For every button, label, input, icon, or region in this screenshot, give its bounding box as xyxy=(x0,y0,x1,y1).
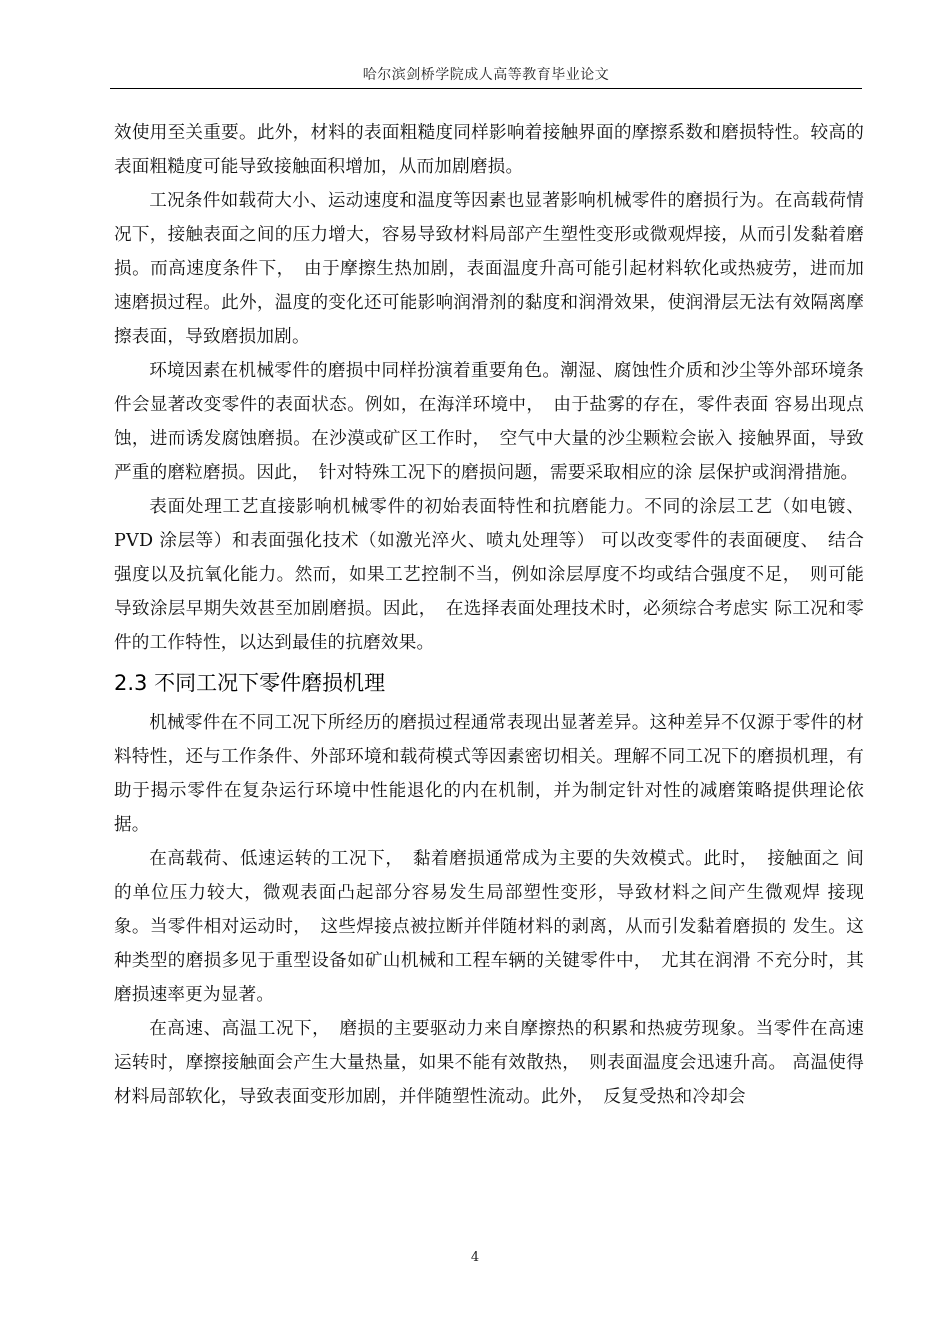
paragraph-adhesive-wear: 在高载荷、低速运转的工况下， 黏着磨损通常成为主要的失效模式。此时， 接触面之 间的单位压力较大，微观表面凸起部分容易发生局部塑性变形，导致材料之间产生微观焊 接现象。当零件相对运动时， 这些焊接点被拉断并伴随材料的剥离，从而引发黏着磨损的 发生。这种类型的磨损多见于重型设备如矿山机械和工程车辆的关键零件中， 尤其在润滑 不充分时，其磨损速率更为显著。 xyxy=(114,849,864,1005)
paragraph-continuation: 效使用至关重要。此外，材料的表面粗糙度同样影响着接触界面的摩擦系数和磨损特性。较高的表面粗糙度可能导致接触面积增加，从而加剧磨损。 xyxy=(114,123,864,177)
running-header: 哈尔滨剑桥学院成人高等教育毕业论文 xyxy=(362,67,610,83)
paragraph-surface-treatment: 表面处理工艺直接影响机械零件的初始表面特性和抗磨能力。不同的涂层工艺（如电镀、PVD 涂层等）和表面强化技术（如激光淬火、喷丸处理等） 可以改变零件的表面硬度、 结合强度以及抗氧化能力。然而，如果工艺控制不当，例如涂层厚度不均或结合强度不足， 则可能导致涂层早期失效甚至加剧磨损。因此， 在选择表面处理技术时，必须综合考虑实 际工况和零件的工作特性，以达到最佳的抗磨效果。 xyxy=(114,497,864,653)
paragraph-working-conditions: 工况条件如载荷大小、运动速度和温度等因素也显著影响机械零件的磨损行为。在高载荷情况下，接触表面之间的压力增大，容易导致材料局部产生塑性变形或微观焊接，从而引发黏着磨损。而高速度条件下， 由于摩擦生热加剧，表面温度升高可能引起材料软化或热疲劳，进而加速磨损过程。此外，温度的变化还可能影响润滑剂的黏度和润滑效果，使润滑层无法有效隔离摩擦表面，导致磨损加剧。 xyxy=(114,191,864,347)
paragraph-wear-mechanism-intro: 机械零件在不同工况下所经历的磨损过程通常表现出显著差异。这种差异不仅源于零件的材料特性，还与工作条件、外部环境和载荷模式等因素密切相关。理解不同工况下的磨损机理，有助于揭示零件在复杂运行环境中性能退化的内在机制，并为制定针对性的减磨策略提供理论依据。 xyxy=(114,713,864,835)
section-heading: 2.3 不同工况下零件磨损机理 xyxy=(114,671,386,695)
body-text xyxy=(114,116,864,1114)
paragraph-thermal-wear: 在高速、高温工况下， 磨损的主要驱动力来自摩擦热的积累和热疲劳现象。当零件在高速运转时，摩擦接触面会产生大量热量，如果不能有效散热， 则表面温度会迅速升高。 高温使得材料局部软化，导致表面变形加剧，并伴随塑性流动。此外， 反复受热和冷却会 xyxy=(114,1019,864,1107)
page-number: 4 xyxy=(470,1250,480,1265)
paragraph-environment: 环境因素在机械零件的磨损中同样扮演着重要角色。潮湿、腐蚀性介质和沙尘等外部环境条件会显著改变零件的表面状态。例如，在海洋环境中， 由于盐雾的存在，零件表面 容易出现点蚀，进而诱发腐蚀磨损。在沙漠或矿区工作时， 空气中大量的沙尘颗粒会嵌入 接触界面，导致严重的磨粒磨损。因此， 针对特殊工况下的磨损问题，需要采取相应的涂 层保护或润滑措施。 xyxy=(114,361,864,483)
header-divider xyxy=(110,88,862,89)
